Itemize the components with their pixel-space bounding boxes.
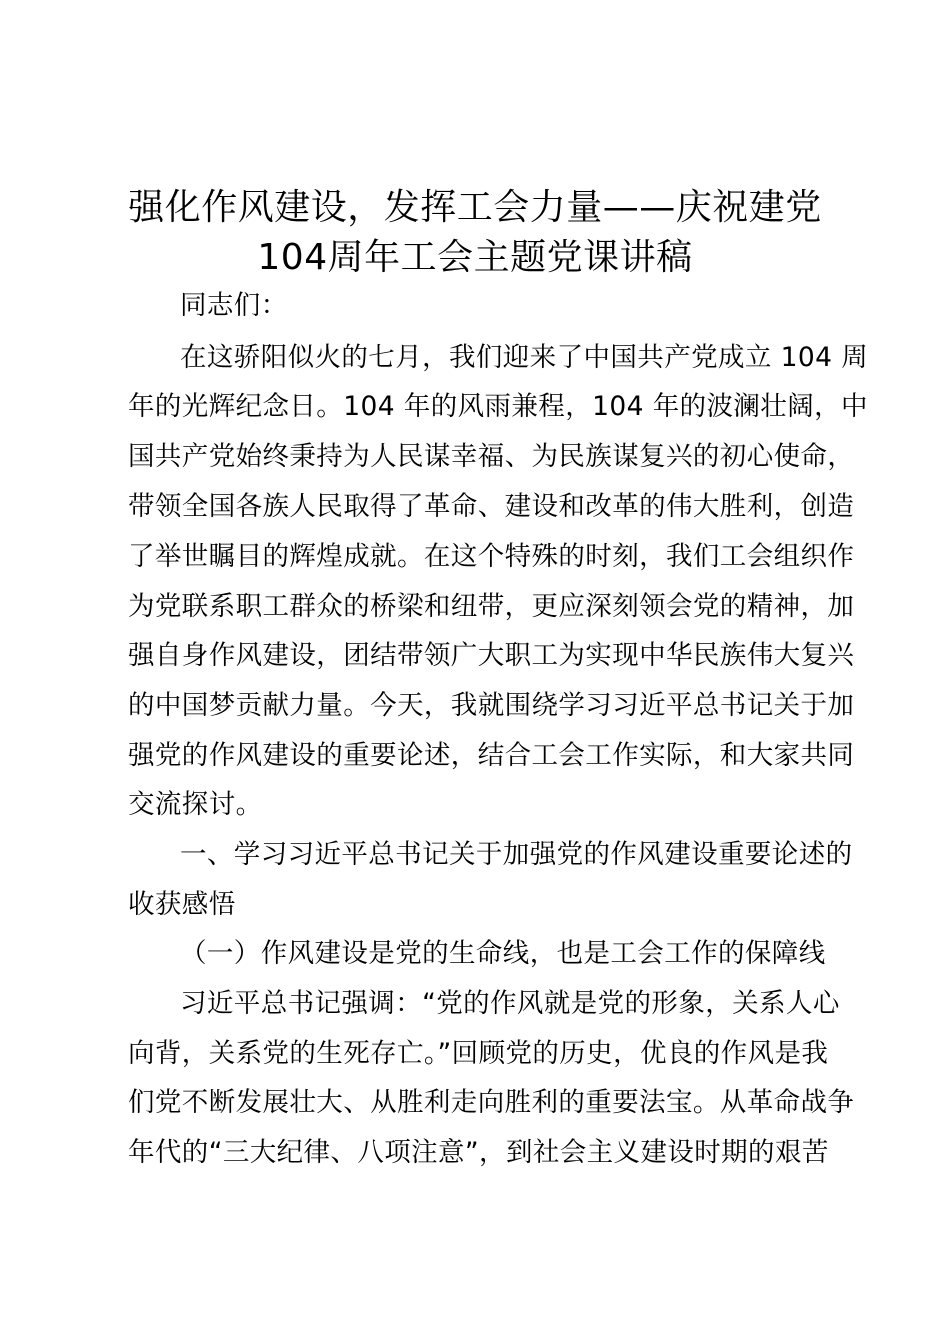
paragraph-line: 强党的作风建设的重要论述，结合工会工作实际，和大家共同 bbox=[128, 740, 855, 771]
paragraph-line: 们党不断发展壮大、从胜利走向胜利的重要法宝。从革命战争 bbox=[128, 1087, 855, 1118]
paragraph-line: 年的光辉纪念日。104 年的风雨兼程，104 年的波澜壮阔，中 bbox=[128, 391, 868, 422]
paragraph-line: 习近平总书记强调：“党的作风就是党的形象，关系人心 bbox=[180, 988, 840, 1019]
paragraph-line: 年代的“三大纪律、八项注意”，到社会主义建设时期的艰苦 bbox=[128, 1137, 829, 1168]
paragraph-line: 为党联系职工群众的桥梁和纽带，更应深刻领会党的精神，加 bbox=[128, 591, 855, 622]
paragraph-line: 国共产党始终秉持为人民谋幸福、为民族谋复兴的初心使命， bbox=[128, 441, 855, 472]
paragraph-line: 在这骄阳似火的七月，我们迎来了中国共产党成立 104 周 bbox=[180, 342, 869, 373]
paragraph-line: 了举世瞩目的辉煌成就。在这个特殊的时刻，我们工会组织作 bbox=[128, 541, 855, 572]
document-title-line-1: 强化作风建设，发挥工会力量——庆祝建党 bbox=[128, 187, 822, 228]
document-title-line-2: 104周年工会主题党课讲稿 bbox=[257, 237, 693, 278]
paragraph-line: 的中国梦贡献力量。今天，我就围绕学习习近平总书记关于加 bbox=[128, 690, 855, 721]
salutation: 同志们： bbox=[180, 290, 288, 321]
paragraph-line: 带领全国各族人民取得了革命、建设和改革的伟大胜利，创造 bbox=[128, 491, 855, 522]
paragraph-line: 向背，关系党的生死存亡。”回顾党的历史，优良的作风是我 bbox=[128, 1038, 829, 1069]
section-heading-line: 一、学习习近平总书记关于加强党的作风建设重要论述的 bbox=[180, 839, 853, 870]
section-heading-line: 收获感悟 bbox=[128, 889, 236, 920]
subsection-heading: （一）作风建设是党的生命线，也是工会工作的保障线 bbox=[180, 938, 826, 969]
paragraph-line: 交流探讨。 bbox=[128, 789, 263, 820]
paragraph-line: 强自身作风建设，团结带领广大职工为实现中华民族伟大复兴 bbox=[128, 640, 855, 671]
